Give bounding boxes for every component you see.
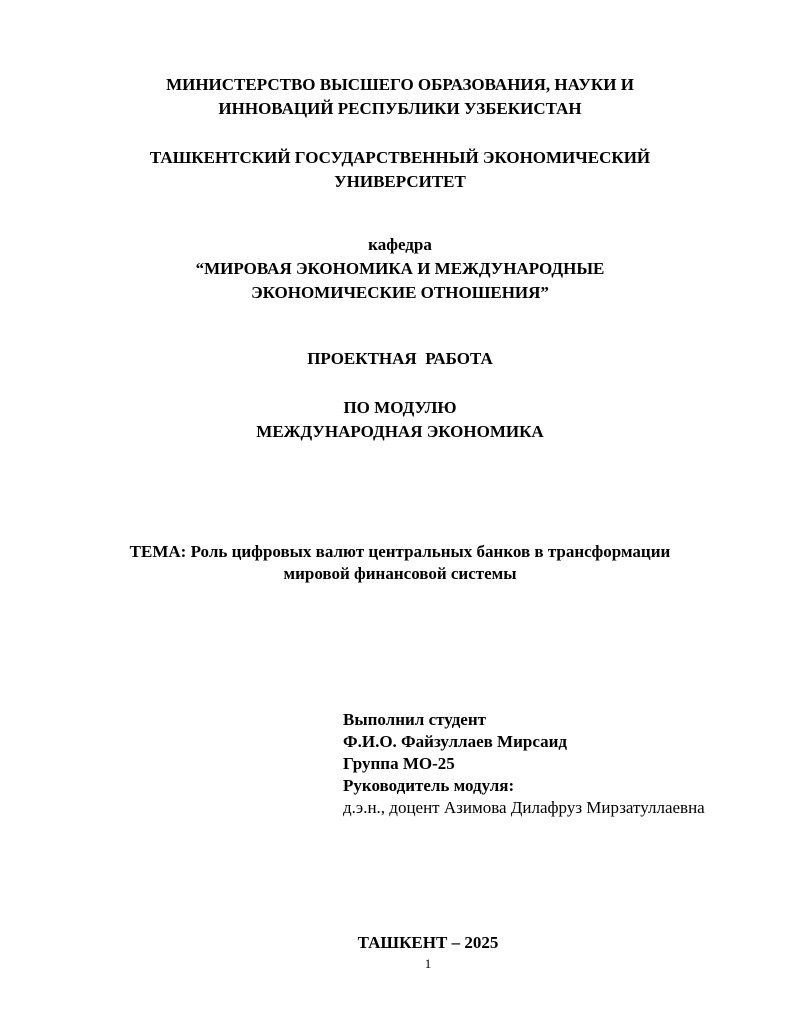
university-line-2: УНИВЕРСИТЕТ — [334, 172, 466, 191]
topic-line-2: мировой финансовой системы — [283, 564, 517, 583]
topic-line-1: ТЕМА: Роль цифровых валют центральных банков в трансформации — [129, 542, 671, 561]
module-line-1: ПО МОДУЛЮ — [343, 398, 457, 417]
department-heading — [0, 233, 800, 305]
city-year: ТАШКЕНТ – 2025 — [357, 933, 499, 952]
module-line-2: МЕЖДУНАРОДНАЯ ЭКОНОМИКА — [256, 422, 544, 441]
department-line-1: “МИРОВАЯ ЭКОНОМИКА И МЕЖДУНАРОДНЫЕ — [195, 259, 605, 278]
performed-by-label: Выполнил студент — [343, 710, 486, 729]
work-type: ПРОЕКТНАЯ РАБОТА — [307, 349, 493, 368]
page-number: 1 — [424, 956, 432, 971]
student-name: Ф.И.О. Файзуллаев Мирсаид — [343, 732, 567, 751]
work-type-heading — [0, 347, 800, 371]
university-line-1: ТАШКЕНТСКИЙ ГОСУДАРСТВЕННЫЙ ЭКОНОМИЧЕСКИЙ — [149, 148, 651, 167]
supervisor-name: д.э.н., доцент Азимова Дилафруз Мирзатуллаевна — [343, 798, 705, 817]
supervisor-label: Руководитель модуля: — [343, 776, 515, 795]
topic-heading — [0, 541, 800, 585]
ministry-line-1: МИНИСТЕРСТВО ВЫСШЕГО ОБРАЗОВАНИЯ, НАУКИ И — [166, 75, 634, 94]
ministry-heading — [0, 73, 800, 121]
module-heading — [0, 396, 800, 444]
department-label: кафедра — [368, 235, 432, 254]
ministry-line-2: ИННОВАЦИЙ РЕСПУБЛИКИ УЗБЕКИСТАН — [218, 99, 582, 118]
university-heading — [0, 146, 800, 194]
author-block — [343, 709, 705, 819]
student-group: Группа МО-25 — [343, 754, 455, 773]
department-line-2: ЭКОНОМИЧЕСКИЕ ОТНОШЕНИЯ” — [251, 283, 549, 302]
